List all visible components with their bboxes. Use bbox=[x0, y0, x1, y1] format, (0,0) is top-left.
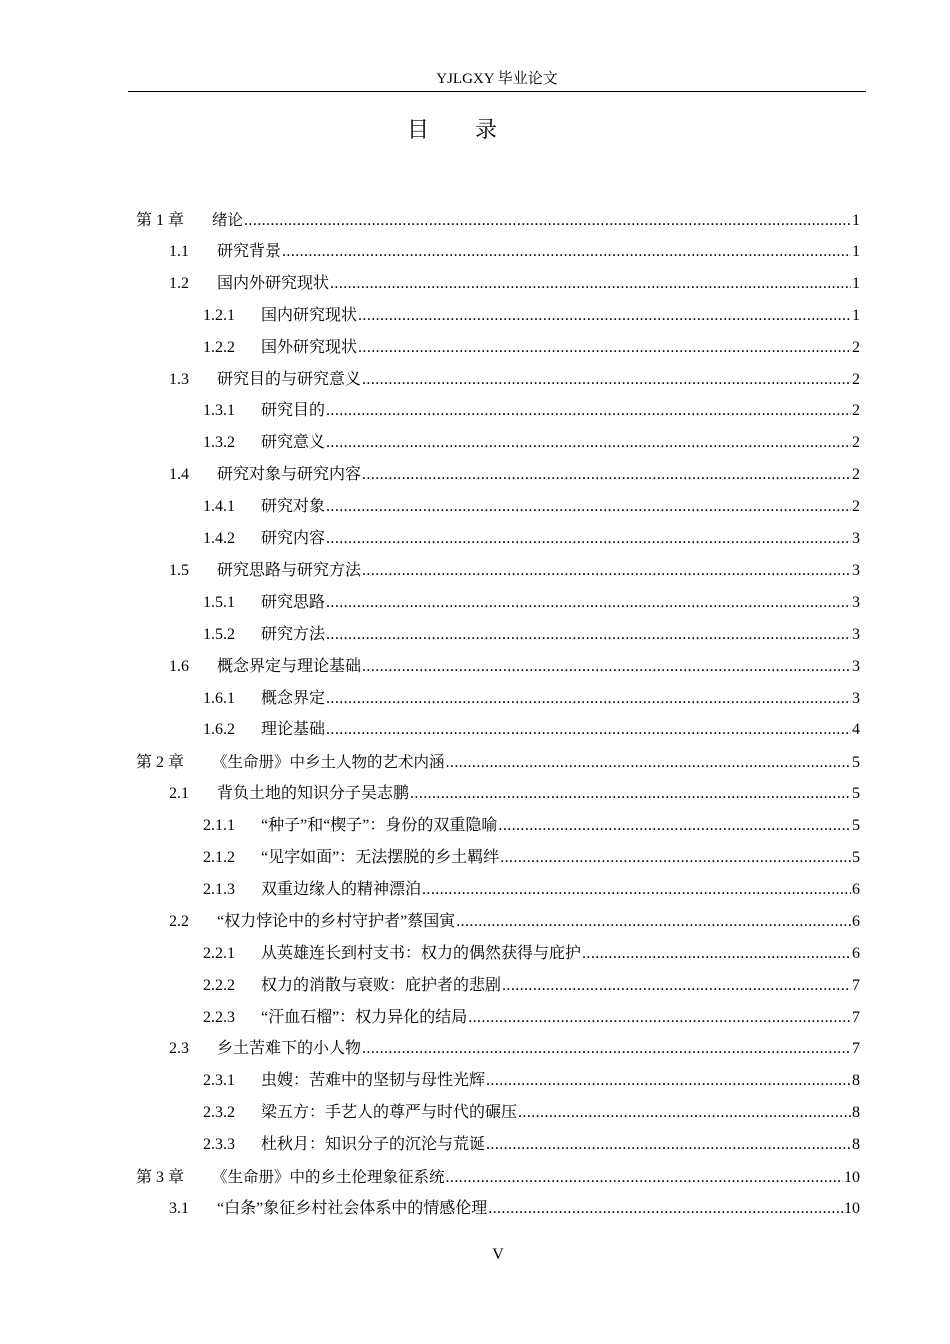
toc-entry[interactable] bbox=[203, 587, 860, 619]
toc-entry-number: 1.4 bbox=[169, 466, 189, 484]
toc-dot-leader bbox=[502, 970, 851, 1002]
toc-entry-number: 1.5.2 bbox=[203, 625, 235, 643]
toc-entry-title: “见字如面”：无法摆脱的乡土羁绊 bbox=[261, 849, 500, 866]
toc-entry-title: 研究目的与研究意义 bbox=[217, 370, 362, 388]
toc-entry-number: 3.1 bbox=[169, 1199, 189, 1217]
toc-dot-leader bbox=[358, 332, 851, 364]
toc-entry-page: 2 bbox=[852, 466, 860, 484]
toc-dot-leader bbox=[362, 459, 851, 491]
toc-entry-number: 第 1 章 bbox=[136, 212, 185, 229]
toc-entry-number: 1.6 bbox=[169, 657, 189, 675]
toc-entry-title: 背负土地的知识分子吴志鹏 bbox=[217, 785, 410, 803]
toc-entry-page: 1 bbox=[852, 274, 860, 292]
toc-entry[interactable] bbox=[203, 683, 860, 715]
toc-entry-number: 1.3 bbox=[169, 370, 189, 388]
toc-entry-title: 研究对象与研究内容 bbox=[217, 466, 362, 484]
toc-entry-page: 7 bbox=[852, 1040, 860, 1058]
toc-entry-page: 2 bbox=[852, 498, 860, 516]
toc-entry-title: 《生命册》中的乡土伦理象征系统 bbox=[212, 1168, 445, 1186]
toc-entry-title: “汗血石榴”：权力异化的结局 bbox=[261, 1008, 468, 1026]
toc-entry[interactable] bbox=[203, 714, 860, 746]
toc-dot-leader bbox=[446, 747, 851, 779]
toc-entry-page: 3 bbox=[852, 530, 860, 547]
toc-dot-leader bbox=[326, 427, 851, 459]
toc-entry-number: 1.5 bbox=[169, 561, 189, 579]
toc-entry-number: 1.6.1 bbox=[203, 689, 235, 707]
toc-entry[interactable] bbox=[203, 842, 860, 874]
toc-entry[interactable] bbox=[169, 651, 860, 683]
page-title: 目录 bbox=[406, 118, 543, 143]
toc-entry[interactable] bbox=[203, 395, 860, 427]
toc-entry-page: 2 bbox=[852, 402, 860, 420]
toc-entry-page: 1 bbox=[852, 242, 860, 260]
toc-dot-leader bbox=[244, 205, 851, 237]
toc-dot-leader bbox=[326, 619, 851, 651]
toc-entry-page: 6 bbox=[852, 944, 860, 962]
toc-dot-leader bbox=[582, 938, 851, 970]
toc-dot-leader bbox=[326, 395, 851, 427]
toc-entry-page: 3 bbox=[852, 657, 860, 675]
toc-entry[interactable] bbox=[203, 874, 860, 906]
toc-entry[interactable] bbox=[169, 906, 860, 938]
toc-dot-leader bbox=[330, 268, 851, 300]
toc-entry[interactable] bbox=[203, 427, 860, 459]
running-header: YJLGXY 毕业论文 bbox=[436, 71, 558, 87]
toc-entry-title: 研究内容 bbox=[261, 530, 326, 547]
toc-entry-number: 2.3.3 bbox=[203, 1136, 235, 1154]
toc-entry-number: 第 2 章 bbox=[136, 754, 185, 772]
toc-dot-leader bbox=[498, 810, 851, 842]
toc-dot-leader bbox=[362, 651, 851, 683]
toc-entry-number: 2.1 bbox=[169, 785, 189, 803]
toc-entry-title: 研究思路 bbox=[261, 593, 326, 611]
toc-entry-number: 1.3.1 bbox=[203, 402, 235, 420]
toc-entry-page: 7 bbox=[852, 976, 860, 994]
toc-entry-page: 5 bbox=[852, 849, 860, 866]
toc-entry-page: 8 bbox=[852, 1136, 860, 1154]
toc-entry-title: 理论基础 bbox=[261, 721, 326, 739]
toc-dot-leader bbox=[326, 491, 851, 523]
toc-entry[interactable] bbox=[203, 300, 860, 332]
toc-entry-title: 研究思路与研究方法 bbox=[217, 561, 362, 579]
toc-entry-title: 国外研究现状 bbox=[261, 338, 358, 356]
toc-entry-number: 1.2.1 bbox=[203, 306, 235, 324]
toc-entry-title: 权力的消散与衰败：庇护者的悲剧 bbox=[261, 976, 502, 994]
toc-entry-page: 3 bbox=[852, 625, 860, 643]
toc-entry-title: 双重边缘人的精神漂泊 bbox=[261, 880, 422, 898]
toc-dot-leader bbox=[486, 1065, 851, 1097]
toc-entry[interactable] bbox=[203, 1129, 860, 1161]
toc-entry-page: 10 bbox=[844, 1169, 860, 1186]
header-rule bbox=[128, 91, 866, 92]
toc-entry-page: 4 bbox=[852, 721, 860, 739]
toc-entry[interactable] bbox=[203, 1002, 860, 1034]
toc-entry[interactable] bbox=[203, 938, 860, 970]
toc-entry[interactable] bbox=[203, 491, 860, 523]
toc-entry-title: 研究意义 bbox=[261, 434, 326, 452]
toc-entry-number: 2.1.2 bbox=[203, 849, 235, 866]
toc-entry[interactable] bbox=[203, 810, 860, 842]
toc-entry-title: 研究背景 bbox=[217, 242, 282, 260]
toc-dot-leader bbox=[326, 523, 851, 555]
toc-entry-page: 8 bbox=[852, 1104, 860, 1122]
toc-entry-number: 2.3.2 bbox=[203, 1104, 235, 1122]
toc-entry-page: 10 bbox=[844, 1199, 860, 1217]
toc-entry-number: 1.4.1 bbox=[203, 498, 235, 516]
toc-entry-page: 1 bbox=[852, 306, 860, 324]
toc-entry-number: 2.1.3 bbox=[203, 880, 235, 898]
toc-dot-leader bbox=[456, 906, 851, 938]
footer-page-number: V bbox=[492, 1246, 504, 1263]
toc-dot-leader bbox=[468, 1002, 851, 1034]
toc-dot-leader bbox=[326, 683, 851, 715]
toc-entry-number: 2.3 bbox=[169, 1040, 189, 1058]
toc-dot-leader bbox=[326, 714, 851, 746]
toc-entry-title: 乡土苦难下的小人物 bbox=[217, 1040, 362, 1058]
toc-entry-title: 绪论 bbox=[212, 211, 244, 229]
toc-entry[interactable] bbox=[169, 268, 860, 300]
toc-entry-number: 2.3.1 bbox=[203, 1072, 235, 1090]
toc-dot-leader bbox=[326, 587, 851, 619]
toc-entry-title: 《生命册》中乡土人物的艺术内涵 bbox=[212, 753, 445, 772]
toc-entry-page: 5 bbox=[852, 754, 860, 772]
toc-entry-page: 6 bbox=[852, 880, 860, 898]
toc-entry-page: 3 bbox=[852, 593, 860, 611]
toc-entry[interactable] bbox=[169, 1193, 860, 1225]
toc-entry-number: 2.2 bbox=[169, 912, 189, 930]
toc-entry-number: 1.3.2 bbox=[203, 434, 235, 452]
toc-entry-title: 研究对象 bbox=[261, 498, 326, 516]
toc-dot-leader bbox=[358, 300, 851, 332]
toc-dot-leader bbox=[282, 236, 851, 268]
toc-entry-title: 国内外研究现状 bbox=[217, 274, 330, 292]
toc-entry[interactable] bbox=[203, 1065, 860, 1097]
toc-entry-title: 概念界定 bbox=[261, 689, 326, 707]
toc-entry-number: 第 3 章 bbox=[136, 1169, 185, 1186]
toc-dot-leader bbox=[410, 778, 851, 810]
toc-dot-leader bbox=[486, 1129, 851, 1161]
toc-entry-page: 2 bbox=[852, 434, 860, 452]
toc-dot-leader bbox=[362, 364, 851, 396]
toc-dot-leader bbox=[446, 1162, 843, 1194]
toc-entry-title: 梁五方：手艺人的尊严与时代的碾压 bbox=[261, 1104, 518, 1122]
toc-entry-number: 2.2.1 bbox=[203, 944, 235, 962]
toc-entry-title: 虫嫂：苦难中的坚韧与母性光辉 bbox=[261, 1072, 486, 1090]
toc-entry[interactable] bbox=[203, 1097, 860, 1129]
toc-entry[interactable] bbox=[203, 332, 860, 364]
toc-entry[interactable] bbox=[169, 778, 860, 810]
toc-entry-number: 2.2.3 bbox=[203, 1008, 235, 1026]
toc-entry-page: 3 bbox=[852, 689, 860, 707]
toc-entry[interactable] bbox=[203, 970, 860, 1002]
toc-entry-title: 杜秋月：知识分子的沉沦与荒诞 bbox=[261, 1136, 486, 1154]
toc-entry-page: 2 bbox=[852, 338, 860, 356]
toc-entry[interactable] bbox=[136, 204, 860, 236]
toc-entry-title: 研究目的 bbox=[261, 402, 326, 420]
toc-entry[interactable] bbox=[169, 555, 860, 587]
toc-entry[interactable] bbox=[203, 619, 860, 651]
toc-entry-number: 1.1 bbox=[169, 242, 189, 260]
toc-entry-number: 1.6.2 bbox=[203, 721, 235, 739]
toc-entry[interactable] bbox=[169, 459, 860, 491]
toc-entry-number: 2.2.2 bbox=[203, 976, 235, 994]
toc-entry-page: 7 bbox=[852, 1008, 860, 1026]
toc-entry-number: 1.4.2 bbox=[203, 530, 235, 547]
toc-entry-page: 2 bbox=[852, 370, 860, 388]
toc-dot-leader bbox=[488, 1193, 843, 1225]
toc-entry-page: 5 bbox=[852, 817, 860, 835]
toc-entry-title: 概念界定与理论基础 bbox=[217, 657, 362, 675]
toc-entry-title: “白条”象征乡村社会体系中的情感伦理 bbox=[217, 1199, 488, 1217]
toc-entry-page: 3 bbox=[852, 561, 860, 579]
toc-dot-leader bbox=[362, 555, 851, 587]
toc-entry-number: 1.2.2 bbox=[203, 338, 235, 356]
toc-dot-leader bbox=[500, 842, 851, 874]
toc-dot-leader bbox=[362, 1033, 851, 1065]
toc-entry[interactable] bbox=[169, 236, 860, 268]
toc-entry-title: 研究方法 bbox=[261, 625, 326, 643]
toc-entry-number: 1.2 bbox=[169, 274, 189, 292]
toc-dot-leader bbox=[518, 1097, 851, 1129]
toc-entry[interactable] bbox=[203, 523, 860, 555]
toc-entry-title: “种子”和“楔子”：身份的双重隐喻 bbox=[261, 817, 498, 835]
toc-entry[interactable] bbox=[136, 1161, 860, 1193]
toc-entry-title: 国内研究现状 bbox=[261, 306, 358, 324]
toc-entry-title: “权力悖论中的乡村守护者”蔡国寅 bbox=[217, 912, 456, 930]
toc-entry-page: 6 bbox=[852, 912, 860, 930]
toc-entry-number: 2.1.1 bbox=[203, 817, 235, 835]
toc-entry[interactable] bbox=[136, 746, 860, 778]
toc-dot-leader bbox=[422, 874, 851, 906]
toc-entry[interactable] bbox=[169, 1033, 860, 1065]
toc-entry-title: 从英雄连长到村支书：权力的偶然获得与庇护 bbox=[261, 944, 582, 962]
toc-entry[interactable] bbox=[169, 364, 860, 396]
toc-entry-page: 5 bbox=[852, 785, 860, 803]
toc-entry-page: 1 bbox=[852, 212, 860, 229]
toc-entry-page: 8 bbox=[852, 1072, 860, 1090]
toc-entry-number: 1.5.1 bbox=[203, 593, 235, 611]
